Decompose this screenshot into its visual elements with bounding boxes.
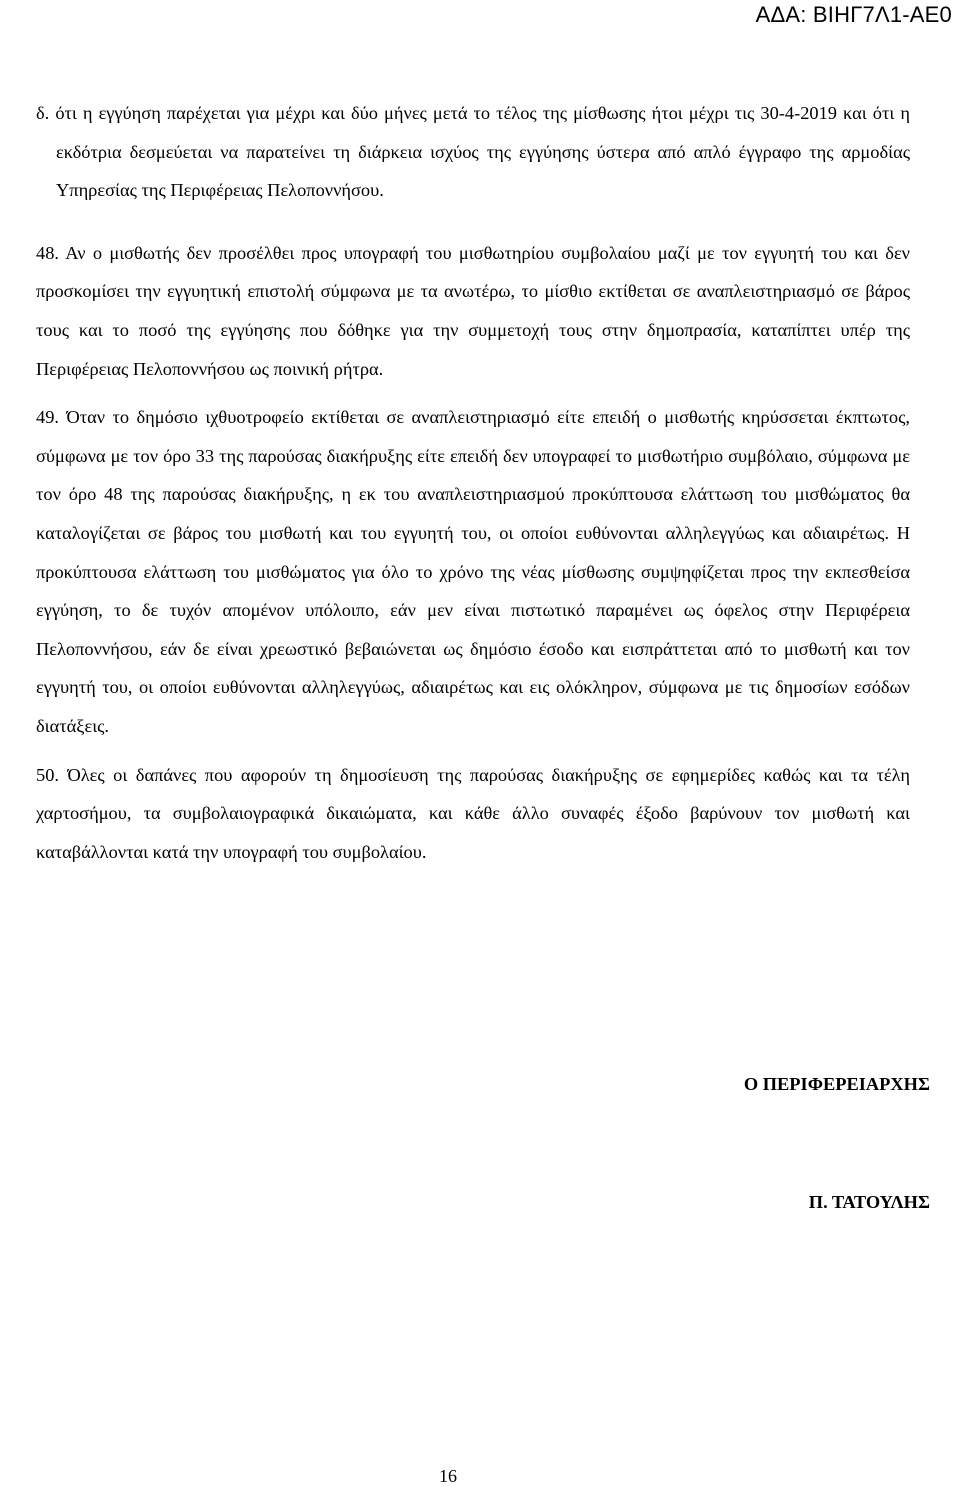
- paragraph-text: Αν ο μισθωτής δεν προσέλθει προς υπογραφή του μισθωτηρίου συμβολαίου μαζί με τον εγγυητή του και δεν προσκομίσει την εγγυητική επιστολή σύμφωνα με τα ανωτέρω, το μίσθιο εκτίθεται σε αναπλειστηριασμό σε βάρος τους και το ποσό της εγγύησης που δόθηκε για την συμμετοχή τους στην δημοπρασία, καταπίπτει υπέρ της Περιφέρειας Πελοποννήσου ως ποινική ρήτρα.: [36, 242, 910, 379]
- paragraph-label: 50.: [36, 764, 59, 785]
- paragraph-text: Όταν το δημόσιο ιχθυοτροφείο εκτίθεται σε αναπλειστηριασμό είτε επειδή ο μισθωτής κηρύσσεται έκπτωτος, σύμφωνα με τον όρο 33 της παρούσας διακήρυξης είτε επειδή δεν υπογραφεί το μισθωτήριο συμβόλαιο, σύμφωνα με τον όρο 48 της παρούσας διακήρυξης, η εκ του αναπλειστηριασμού προκύπτουσα ελάττωση του μισθώματος θα καταλογίζεται σε βάρος του μισθωτή και του εγγυητή του, οι οποίοι ευθύνονται αλληλεγγύως και αδιαιρέτως. Η προκύπτουσα ελάττωση του μισθώματος για όλο το χρόνο της νέας μίσθωσης συμψηφίζεται προς την εκπεσθείσα εγγύηση, το δε τυχόν απομένον υπόλοιπο, εάν μεν είναι πιστωτικό παραμένει ως όφελος στην Περιφέρεια Πελοποννήσου, εάν δε είναι χρεωστικό βεβαιώνεται ως δημόσιο έσοδο και εισπράττεται από το μισθωτή και τον εγγυητή του, οι οποίοι ευθύνονται αλληλεγγύως, αδιαιρέτως και εις ολόκληρον, σύμφωνα με τις δημοσίων εσόδων διατάξεις.: [36, 407, 910, 736]
- page-number: 16: [439, 1466, 457, 1486]
- paragraph-label: 48.: [36, 242, 59, 263]
- paragraph-text: Όλες οι δαπάνες που αφορούν τη δημοσίευση της παρούσας διακήρυξης σε εφημερίδες καθώς και τα τέλη χαρτοσήμου, τα συμβολαιογραφικά δικαιώματα, και κάθε άλλο συναφές έξοδο βαρύνουν τον μισθωτή και καταβάλλονται κατά την υπογραφή του συμβολαίου.: [36, 764, 910, 862]
- paragraph-text: ότι η εγγύηση παρέχεται για μέχρι και δύο μήνες μετά το τέλος της μίσθωσης ήτοι μέχρι τις 30-4-2019 και ότι η εκδότρια δεσμεύεται να παρατείνει τη διάρκεια ισχύος της εγγύησης ύστερα από απλό έγγραφο της αρμοδίας Υπηρεσίας της Περιφέρειας Πελοποννήσου.: [55, 103, 910, 201]
- paragraph-48: [36, 234, 910, 388]
- document-body: [36, 94, 910, 881]
- signatory-title: Ο ΠΕΡΙΦΕΡΕΙΑΡΧΗΣ: [743, 1074, 930, 1094]
- paragraph-49: [36, 398, 910, 745]
- paragraph-d: [36, 94, 910, 210]
- signatory-name: Π. ΤΑΤΟΥΛΗΣ: [808, 1192, 930, 1212]
- ada-code: ΑΔΑ: ΒΙΗΓ7Λ1-ΑΕ0: [755, 2, 952, 27]
- paragraph-label: 49.: [36, 407, 59, 428]
- paragraph-50: [36, 756, 910, 872]
- paragraph-label: δ.: [36, 103, 50, 123]
